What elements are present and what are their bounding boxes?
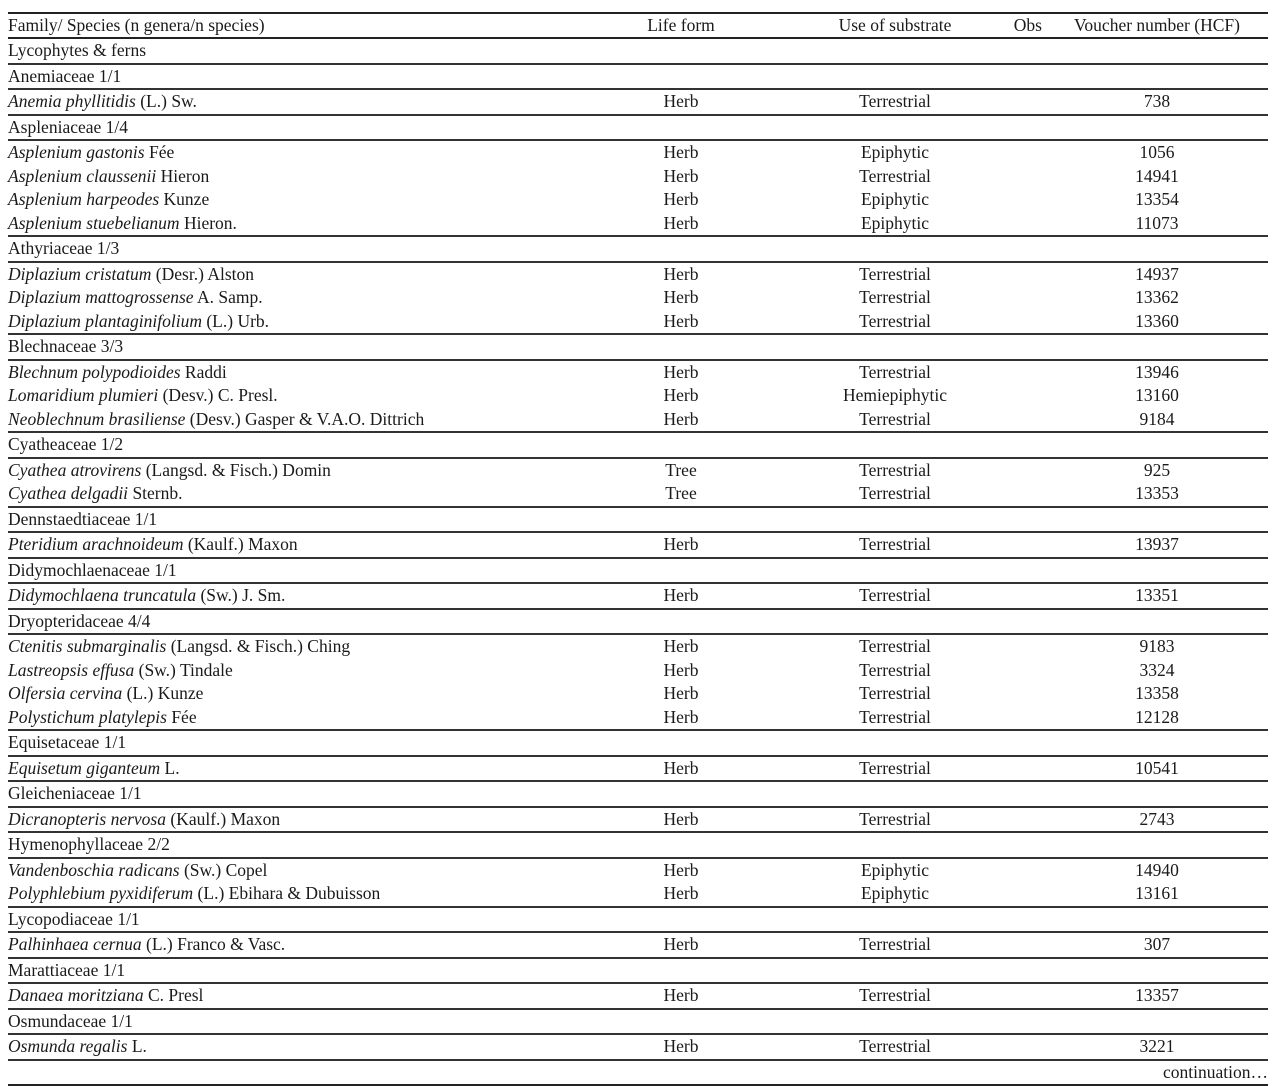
life-form-cell: Herb bbox=[663, 934, 699, 954]
species-binomial: Palhinhaea cernua bbox=[8, 934, 142, 954]
voucher-cell: 13353 bbox=[1135, 483, 1179, 503]
voucher-cell: 13946 bbox=[1135, 361, 1179, 382]
species-row bbox=[8, 583, 1268, 609]
family-row bbox=[8, 64, 1268, 90]
substrate-cell: Terrestrial bbox=[859, 408, 931, 429]
species-author: A. Samp. bbox=[193, 287, 263, 307]
family-row bbox=[8, 507, 1268, 533]
family-name: Hymenophyllaceae 2/2 bbox=[8, 834, 170, 854]
species-row bbox=[8, 360, 1268, 385]
species-row bbox=[8, 932, 1268, 958]
life-form-cell: Herb bbox=[663, 310, 699, 331]
voucher-cell: 1056 bbox=[1139, 142, 1175, 162]
species-name-cell bbox=[8, 983, 580, 1009]
species-author: Hieron. bbox=[179, 212, 237, 233]
substrate-cell: Terrestrial bbox=[859, 659, 931, 680]
species-binomial: Polystichum platylepis bbox=[8, 706, 167, 727]
substrate-cell: Terrestrial bbox=[859, 310, 931, 331]
species-binomial: Asplenium gastonis bbox=[8, 142, 145, 162]
species-binomial: Ctenitis submarginalis bbox=[8, 636, 167, 656]
substrate-cell: Terrestrial bbox=[859, 585, 931, 605]
species-author: (Langsd. & Fisch.) Ching bbox=[166, 636, 351, 656]
life-form-cell: Herb bbox=[663, 757, 699, 778]
species-name-cell bbox=[8, 532, 580, 558]
species-row bbox=[8, 286, 1268, 310]
species-name-cell bbox=[8, 408, 580, 433]
species-name-cell bbox=[8, 310, 580, 335]
obs-cell bbox=[1008, 983, 1046, 1009]
header-family-species: Family/ Species (n genera/n species) bbox=[8, 15, 265, 35]
voucher-cell: 307 bbox=[1143, 934, 1171, 954]
species-row bbox=[8, 882, 1268, 907]
voucher-cell: 13360 bbox=[1135, 310, 1179, 331]
voucher-cell: 12128 bbox=[1135, 706, 1179, 727]
species-author: (Langsd. & Fisch.) Domin bbox=[141, 459, 331, 480]
species-row bbox=[8, 310, 1268, 335]
species-row bbox=[8, 634, 1268, 659]
substrate-cell: Terrestrial bbox=[859, 985, 931, 1005]
species-row bbox=[8, 89, 1268, 115]
family-name: Osmundaceae 1/1 bbox=[8, 1010, 133, 1031]
species-author: (Desr.) Alston bbox=[151, 263, 254, 284]
species-name-cell bbox=[8, 882, 580, 907]
life-form-cell: Herb bbox=[663, 659, 699, 680]
species-row bbox=[8, 1034, 1268, 1060]
voucher-cell: 13358 bbox=[1135, 683, 1179, 703]
life-form-cell: Herb bbox=[663, 91, 699, 111]
life-form-cell: Herb bbox=[663, 985, 699, 1005]
obs-cell bbox=[1008, 262, 1046, 287]
family-row bbox=[8, 1009, 1268, 1035]
obs-cell bbox=[1008, 583, 1046, 609]
species-author: (L.) Urb. bbox=[201, 310, 270, 331]
substrate-cell: Epiphytic bbox=[860, 142, 930, 162]
life-form-cell: Herb bbox=[663, 212, 699, 233]
species-author: Sternb. bbox=[128, 483, 183, 503]
species-author: (Kaulf.) Maxon bbox=[183, 534, 298, 554]
voucher-cell: 9184 bbox=[1139, 408, 1175, 429]
voucher-cell: 14940 bbox=[1135, 859, 1179, 880]
family-row bbox=[8, 558, 1268, 584]
voucher-cell: 3324 bbox=[1139, 659, 1175, 680]
voucher-cell: 925 bbox=[1143, 459, 1171, 480]
substrate-cell: Terrestrial bbox=[859, 459, 931, 480]
family-name: Anemiaceae 1/1 bbox=[8, 65, 122, 86]
species-binomial: Lomaridium plumieri bbox=[8, 385, 159, 405]
family-row bbox=[8, 958, 1268, 984]
substrate-cell: Terrestrial bbox=[859, 534, 931, 554]
life-form-cell: Herb bbox=[663, 385, 699, 405]
species-name-cell bbox=[8, 482, 580, 507]
species-author: Fée bbox=[166, 706, 197, 727]
family-name: Dryopteridaceae 4/4 bbox=[8, 610, 151, 631]
life-form-cell: Herb bbox=[663, 585, 699, 605]
species-binomial: Lastreopsis effusa bbox=[8, 659, 135, 680]
species-name-cell bbox=[8, 165, 580, 189]
obs-cell bbox=[1008, 140, 1046, 165]
species-row bbox=[8, 706, 1268, 731]
life-form-cell: Herb bbox=[663, 263, 699, 284]
family-row bbox=[8, 907, 1268, 933]
voucher-cell: 13351 bbox=[1135, 585, 1179, 605]
species-row bbox=[8, 532, 1268, 558]
obs-cell bbox=[1008, 532, 1046, 558]
life-form-cell: Herb bbox=[663, 883, 699, 903]
species-row bbox=[8, 188, 1268, 212]
species-name-cell bbox=[8, 89, 580, 115]
species-name-cell bbox=[8, 384, 580, 408]
species-table bbox=[8, 12, 1268, 1086]
species-author: (Kaulf.) Maxon bbox=[165, 808, 281, 829]
family-name: Didymochlaenaceae 1/1 bbox=[8, 559, 177, 580]
family-row bbox=[8, 115, 1268, 141]
obs-cell bbox=[1008, 408, 1046, 433]
life-form-cell: Herb bbox=[663, 142, 699, 162]
life-form-cell: Tree bbox=[665, 459, 697, 480]
species-name-cell bbox=[8, 858, 580, 883]
section-label: Lycophytes & ferns bbox=[8, 40, 147, 60]
species-name-cell bbox=[8, 140, 580, 165]
obs-cell bbox=[1008, 756, 1046, 782]
voucher-cell: 3221 bbox=[1139, 1036, 1175, 1056]
life-form-cell: Herb bbox=[663, 189, 699, 209]
family-name: Equisetaceae 1/1 bbox=[8, 732, 127, 752]
family-name: Gleicheniaceae 1/1 bbox=[8, 783, 142, 803]
substrate-cell: Terrestrial bbox=[859, 636, 931, 656]
family-row bbox=[8, 609, 1268, 635]
species-name-cell bbox=[8, 659, 580, 683]
obs-cell bbox=[1008, 807, 1046, 833]
species-name-cell bbox=[8, 932, 580, 958]
family-row bbox=[8, 781, 1268, 807]
life-form-cell: Herb bbox=[663, 683, 699, 703]
substrate-cell: Epiphytic bbox=[860, 883, 930, 903]
header-voucher: Voucher number (HCF) bbox=[1074, 15, 1240, 35]
document-page bbox=[8, 12, 1268, 1086]
family-name: Aspleniaceae 1/4 bbox=[8, 116, 129, 137]
species-binomial: Vandenboschia radicans bbox=[8, 859, 180, 880]
species-row bbox=[8, 482, 1268, 507]
species-author: (Sw.) Copel bbox=[179, 859, 268, 880]
substrate-cell: Terrestrial bbox=[859, 263, 931, 284]
substrate-cell: Terrestrial bbox=[859, 757, 931, 778]
species-binomial: Diplazium cristatum bbox=[8, 263, 152, 284]
obs-cell bbox=[1008, 1034, 1046, 1060]
species-row bbox=[8, 458, 1268, 483]
voucher-cell: 13160 bbox=[1135, 385, 1179, 405]
species-name-cell bbox=[8, 286, 580, 310]
obs-cell bbox=[1008, 482, 1046, 507]
life-form-cell: Herb bbox=[663, 287, 699, 307]
species-binomial: Polyphlebium pyxidiferum bbox=[8, 883, 194, 903]
family-row bbox=[8, 236, 1268, 262]
voucher-cell: 13161 bbox=[1135, 883, 1179, 903]
substrate-cell: Epiphytic bbox=[860, 212, 930, 233]
family-row bbox=[8, 334, 1268, 360]
species-binomial: Equisetum giganteum bbox=[8, 757, 161, 778]
substrate-cell: Terrestrial bbox=[859, 361, 931, 382]
species-binomial: Cyathea atrovirens bbox=[8, 459, 142, 480]
life-form-cell: Herb bbox=[663, 534, 699, 554]
species-author: (Desv.) C. Presl. bbox=[158, 385, 278, 405]
substrate-cell: Terrestrial bbox=[859, 483, 931, 503]
table-header bbox=[8, 13, 1268, 38]
life-form-cell: Herb bbox=[663, 408, 699, 429]
species-author: L. bbox=[127, 1036, 147, 1056]
obs-cell bbox=[1008, 360, 1046, 385]
species-row bbox=[8, 756, 1268, 782]
substrate-cell: Terrestrial bbox=[859, 683, 931, 703]
species-name-cell bbox=[8, 807, 580, 833]
species-name-cell bbox=[8, 188, 580, 212]
species-binomial: Danaea moritziana bbox=[8, 985, 144, 1005]
species-name-cell bbox=[8, 1034, 580, 1060]
species-name-cell bbox=[8, 583, 580, 609]
species-row bbox=[8, 165, 1268, 189]
species-binomial: Asplenium claussenii bbox=[8, 165, 157, 186]
family-name: Marattiaceae 1/1 bbox=[8, 959, 126, 980]
obs-cell bbox=[1008, 165, 1046, 189]
life-form-cell: Herb bbox=[663, 808, 699, 829]
species-binomial: Didymochlaena truncatula bbox=[8, 585, 197, 605]
life-form-cell: Herb bbox=[663, 1036, 699, 1056]
obs-cell bbox=[1008, 212, 1046, 237]
species-row bbox=[8, 807, 1268, 833]
obs-cell bbox=[1008, 384, 1046, 408]
substrate-cell: Terrestrial bbox=[859, 91, 931, 111]
species-name-cell bbox=[8, 706, 580, 731]
obs-cell bbox=[1008, 89, 1046, 115]
species-author: (Sw.) Tindale bbox=[134, 659, 233, 680]
voucher-cell: 10541 bbox=[1135, 757, 1179, 778]
substrate-cell: Terrestrial bbox=[859, 1036, 931, 1056]
voucher-cell: 13357 bbox=[1135, 985, 1179, 1005]
species-name-cell bbox=[8, 634, 580, 659]
species-author: Raddi bbox=[180, 361, 227, 382]
life-form-cell: Tree bbox=[665, 483, 697, 503]
species-author: (L.) Ebihara & Dubuisson bbox=[193, 883, 381, 903]
species-row bbox=[8, 682, 1268, 706]
life-form-cell: Herb bbox=[663, 361, 699, 382]
species-binomial: Anemia phyllitidis bbox=[8, 91, 136, 111]
species-binomial: Neoblechnum brasiliense bbox=[8, 408, 186, 429]
species-author: Kunze bbox=[159, 189, 210, 209]
species-name-cell bbox=[8, 212, 580, 237]
species-author: (L.) Kunze bbox=[122, 683, 204, 703]
voucher-cell: 13362 bbox=[1135, 287, 1179, 307]
obs-cell bbox=[1008, 659, 1046, 683]
species-row bbox=[8, 983, 1268, 1009]
voucher-cell: 11073 bbox=[1135, 212, 1179, 233]
species-binomial: Pteridium arachnoideum bbox=[8, 534, 184, 554]
family-name: Blechnaceae 3/3 bbox=[8, 336, 124, 356]
family-name: Athyriaceae 1/3 bbox=[8, 238, 120, 258]
species-name-cell bbox=[8, 458, 580, 483]
species-row bbox=[8, 212, 1268, 237]
obs-cell bbox=[1008, 682, 1046, 706]
life-form-cell: Herb bbox=[663, 859, 699, 880]
family-row bbox=[8, 432, 1268, 458]
obs-cell bbox=[1008, 706, 1046, 731]
species-binomial: Olfersia cervina bbox=[8, 683, 123, 703]
species-row bbox=[8, 140, 1268, 165]
obs-cell bbox=[1008, 858, 1046, 883]
species-row bbox=[8, 659, 1268, 683]
section-row bbox=[8, 38, 1268, 64]
family-name: Cyatheaceae 1/2 bbox=[8, 434, 124, 454]
substrate-cell: Epiphytic bbox=[860, 859, 930, 880]
family-name: Lycopodiaceae 1/1 bbox=[8, 908, 140, 929]
substrate-cell: Terrestrial bbox=[859, 706, 931, 727]
obs-cell bbox=[1008, 458, 1046, 483]
substrate-cell: Epiphytic bbox=[860, 189, 930, 209]
voucher-cell: 14941 bbox=[1135, 165, 1179, 186]
species-author: Fée bbox=[144, 142, 175, 162]
header-use-of-substrate: Use of substrate bbox=[838, 15, 952, 35]
voucher-cell: 738 bbox=[1143, 91, 1171, 111]
voucher-cell: 2743 bbox=[1139, 808, 1175, 829]
continuation-note: continuation… bbox=[1163, 1061, 1268, 1082]
species-binomial: Diplazium mattogrossense bbox=[8, 287, 194, 307]
life-form-cell: Herb bbox=[663, 165, 699, 186]
species-author: (Desv.) Gasper & V.A.O. Dittrich bbox=[185, 408, 425, 429]
species-row bbox=[8, 858, 1268, 883]
table-body bbox=[8, 38, 1268, 1085]
species-name-cell bbox=[8, 360, 580, 385]
species-author: (Sw.) J. Sm. bbox=[196, 585, 286, 605]
family-row bbox=[8, 730, 1268, 756]
obs-cell bbox=[1008, 286, 1046, 310]
species-binomial: Blechnum polypodioides bbox=[8, 361, 181, 382]
voucher-cell: 14937 bbox=[1135, 263, 1179, 284]
obs-cell bbox=[1008, 188, 1046, 212]
obs-cell bbox=[1008, 882, 1046, 907]
species-row bbox=[8, 262, 1268, 287]
substrate-cell: Terrestrial bbox=[859, 808, 931, 829]
species-binomial: Osmunda regalis bbox=[8, 1036, 128, 1056]
species-name-cell bbox=[8, 262, 580, 287]
substrate-cell: Terrestrial bbox=[859, 934, 931, 954]
family-row bbox=[8, 832, 1268, 858]
species-row bbox=[8, 384, 1268, 408]
species-name-cell bbox=[8, 756, 580, 782]
species-name-cell bbox=[8, 682, 580, 706]
species-row bbox=[8, 408, 1268, 433]
species-author: L. bbox=[160, 757, 180, 778]
substrate-cell: Terrestrial bbox=[859, 165, 931, 186]
obs-cell bbox=[1008, 932, 1046, 958]
header-obs: Obs bbox=[1013, 15, 1042, 35]
substrate-cell: Hemiepiphytic bbox=[842, 385, 947, 405]
family-name: Dennstaedtiaceae 1/1 bbox=[8, 508, 158, 529]
life-form-cell: Herb bbox=[663, 706, 699, 727]
species-binomial: Cyathea delgadii bbox=[8, 483, 129, 503]
species-author: Hieron bbox=[156, 165, 210, 186]
substrate-cell: Terrestrial bbox=[859, 287, 931, 307]
species-author: (L.) Franco & Vasc. bbox=[141, 934, 286, 954]
species-binomial: Asplenium harpeodes bbox=[8, 189, 160, 209]
voucher-cell: 13354 bbox=[1135, 189, 1179, 209]
footer-row bbox=[8, 1060, 1268, 1086]
species-author: (L.) Sw. bbox=[135, 91, 197, 111]
life-form-cell: Herb bbox=[663, 636, 699, 656]
voucher-cell: 13937 bbox=[1135, 534, 1179, 554]
species-binomial: Asplenium stuebelianum bbox=[8, 212, 180, 233]
species-binomial: Dicranopteris nervosa bbox=[8, 808, 166, 829]
obs-cell bbox=[1008, 310, 1046, 335]
species-author: C. Presl bbox=[143, 985, 204, 1005]
obs-cell bbox=[1008, 634, 1046, 659]
header-life-form: Life form bbox=[647, 15, 715, 35]
voucher-cell: 9183 bbox=[1139, 636, 1175, 656]
species-binomial: Diplazium plantaginifolium bbox=[8, 310, 202, 331]
